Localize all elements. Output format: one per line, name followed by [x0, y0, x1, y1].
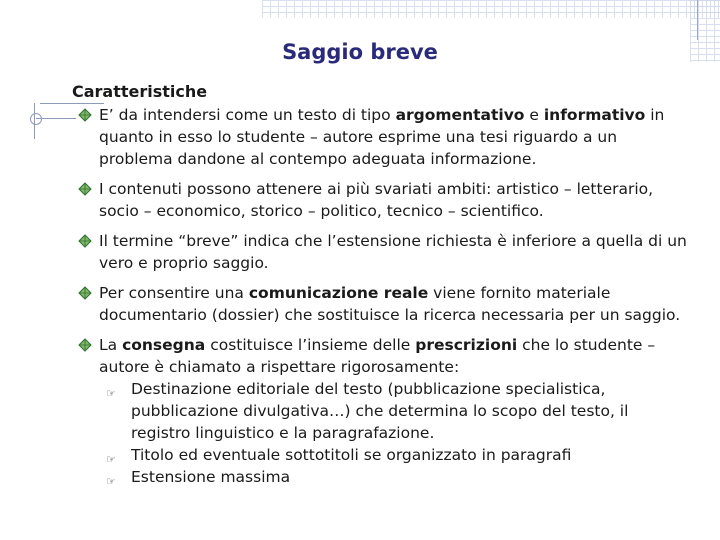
- diamond-bullet-icon: [78, 108, 92, 122]
- bullet-list: [78, 104, 688, 488]
- diamond-bullet-icon: [78, 234, 92, 248]
- decorative-circle: [30, 113, 42, 125]
- list-item: [78, 282, 688, 326]
- list-item: [78, 104, 688, 170]
- decorative-rule-short: [36, 118, 76, 119]
- sub-item-text: Estensione massima: [131, 468, 291, 486]
- pointing-hand-icon: ☞: [106, 387, 116, 400]
- sub-item-text: Destinazione editoriale del testo (pubblicazione specialistica, pubblicazione divulgativa…) che determina lo scopo del testo, il registro linguistico e la paragrafazione.: [131, 380, 629, 442]
- pointing-hand-icon: ☞: [106, 475, 116, 488]
- list-item: [78, 230, 688, 274]
- item-text: Il termine “breve” indica che l’estensione richiesta è inferiore a quella di un vero e proprio saggio.: [99, 232, 687, 272]
- diamond-bullet-icon: [78, 286, 92, 300]
- section-heading: Caratteristiche: [72, 82, 208, 101]
- list-item: [78, 178, 688, 222]
- list-item: [78, 334, 688, 378]
- pointing-hand-icon: ☞: [106, 453, 116, 466]
- decorative-grid-top: [262, 0, 720, 18]
- item-text: I contenuti possono attenere ai più svariati ambiti: artistico – letterario, socio – economico, storico – politico, tecnico – scientifico.: [99, 180, 654, 220]
- diamond-bullet-icon: [78, 338, 92, 352]
- decorative-line: [697, 0, 698, 40]
- item-text: Per consentire una comunicazione reale viene fornito materiale documentario (dossier) che sostituisce la ricerca necessaria per un saggio.: [99, 284, 681, 324]
- sub-list-item: [78, 466, 688, 488]
- sub-list-item: [78, 444, 688, 466]
- sub-item-text: Titolo ed eventuale sottotitoli se organizzato in paragrafi: [131, 446, 572, 464]
- slide-title: Saggio breve: [282, 40, 438, 64]
- item-text: La consegna costituisce l’insieme delle prescrizioni che lo studente – autore è chiamato a rispettare rigorosamente:: [99, 336, 656, 376]
- sub-list-item: [78, 378, 688, 444]
- diamond-bullet-icon: [78, 182, 92, 196]
- item-text: E’ da intendersi come un testo di tipo argomentativo e informativo in quanto in esso lo studente – autore esprime una tesi riguardo a un problema dandone al contempo adeguata informazione.: [99, 106, 665, 168]
